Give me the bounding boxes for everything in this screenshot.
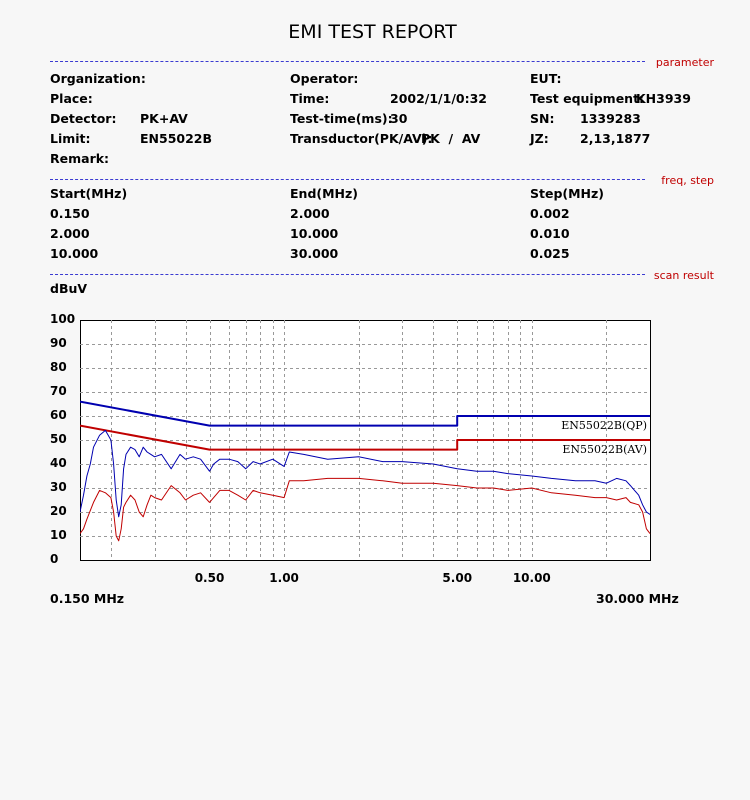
y-tick-label: 40 [50,456,67,470]
detector-value: PK+AV [140,111,188,126]
freq-row-start: 0.150 [50,206,90,221]
operator-label: Operator: [290,71,359,86]
parameter-divider [50,61,645,62]
x-tick-label: 5.00 [442,571,473,585]
y-tick-label: 0 [50,552,59,566]
transductor-value: PK / AV [421,131,481,146]
freq-row-start: 2.000 [50,226,90,241]
y-tick-label: 10 [50,528,67,542]
limit-value: EN55022B [140,131,213,146]
y-tick-label: 100 [50,312,76,326]
test-equipment-value: KH3939 [636,91,691,106]
time-value: 2002/1/1/0:32 [390,91,487,106]
y-tick-label: 90 [50,336,67,350]
freq-header-end: End(MHz) [290,186,358,201]
freq-header-step: Step(MHz) [530,186,605,201]
place-label: Place: [50,91,93,106]
test-time-value: 30 [390,111,408,126]
scan-result-section-tag: scan result [653,269,714,282]
x-start-label: 0.150 MHz [50,591,125,606]
freq-row-end: 2.000 [290,206,330,221]
test-time-label: Test-time(ms): [290,111,393,126]
detector-label: Detector: [50,111,117,126]
y-tick-label: 70 [50,384,67,398]
y-axis-unit-label: dBuV [50,281,88,296]
freq-row-end: 10.000 [290,226,339,241]
freq-step-divider [50,179,645,180]
x-tick-label: 0.50 [194,571,225,585]
scan-result-divider [50,274,645,275]
x-end-label: 30.000 MHz [596,591,679,606]
time-label: Time: [290,91,330,106]
remark-label: Remark: [50,151,110,166]
jz-label: JZ: [530,131,549,146]
y-tick-label: 50 [50,432,67,446]
limit-legend-label: EN55022B(AV) [562,443,647,456]
limit-label: Limit: [50,131,91,146]
y-tick-label: 80 [50,360,67,374]
y-tick-label: 30 [50,480,67,494]
eut-label: EUT: [530,71,562,86]
freq-row-start: 10.000 [50,246,99,261]
sn-label: SN: [530,111,555,126]
jz-value: 2,13,1877 [580,131,651,146]
sn-value: 1339283 [580,111,641,126]
transductor-label: Transductor(PK/AV): [290,131,433,146]
limit-legend-label: EN55022B(QP) [561,419,647,432]
freq-row-step: 0.002 [530,206,570,221]
freq-header-start: Start(MHz) [50,186,128,201]
freq-row-step: 0.010 [530,226,570,241]
freq-row-end: 30.000 [290,246,339,261]
parameter-section-tag: parameter [655,56,714,69]
y-tick-label: 60 [50,408,67,422]
report-title: EMI TEST REPORT [288,21,457,43]
emi-scan-chart [80,320,651,561]
x-tick-label: 1.00 [269,571,299,585]
organization-label: Organization: [50,71,146,86]
freq-row-step: 0.025 [530,246,570,261]
y-tick-label: 20 [50,504,67,518]
test-equipment-label: Test equipment: [530,91,645,106]
freq-step-section-tag: freq, step [661,174,714,187]
x-tick-label: 10.00 [512,571,551,585]
